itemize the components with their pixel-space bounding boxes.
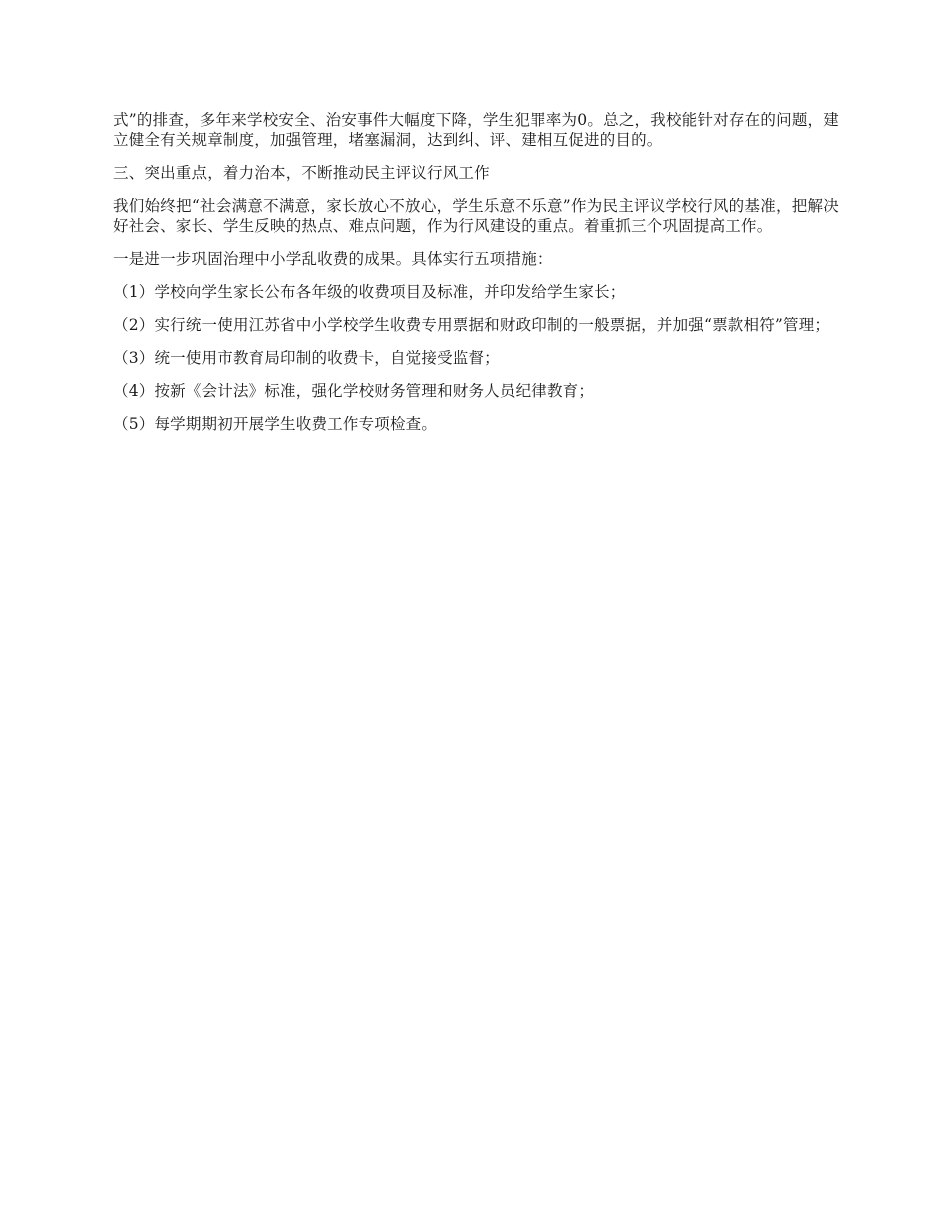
list-item-measure-2: （2）实行统一使用江苏省中小学校学生收费专用票据和财政印制的一般票据，并加强“票款相符”管理； — [113, 316, 831, 334]
section-heading-three: 三、突出重点，着力治本，不断推动民主评议行风工作 — [113, 164, 490, 182]
list-item-measure-4: （4）按新《会计法》标准，强化学校财务管理和财务人员纪律教育； — [113, 382, 595, 400]
list-item-measure-1: （1）学校向学生家长公布各年级的收费项目及标准，并印发给学生家长； — [113, 283, 626, 301]
list-item-measure-5: （5）每学期期初开展学生收费工作专项检查。 — [113, 415, 438, 433]
paragraph-safety-summary: 式”的排查，多年来学校安全、治安事件大幅度下降，学生犯罪率为0。总之，我校能针对存在的问题，建立健全有关规章制度，加强管理，堵塞漏洞，达到纠、评、建相互促进的目的。 — [113, 111, 839, 149]
paragraph-fee-measures-intro: 一是进一步巩固治理中小学乱收费的成果。具体实行五项措施： — [113, 250, 553, 268]
paragraph-evaluation-basis: 我们始终把“社会满意不满意，家长放心不放心，学生乐意不乐意”作为民主评议学校行风的基准，把解决好社会、家长、学生反映的热点、难点问题，作为行风建设的重点。着重抓三个巩固提高工作。 — [113, 197, 839, 235]
list-item-measure-3: （3）统一使用市教育局印制的收费卡，自觉接受监督； — [113, 349, 500, 367]
document-page — [113, 110, 839, 447]
